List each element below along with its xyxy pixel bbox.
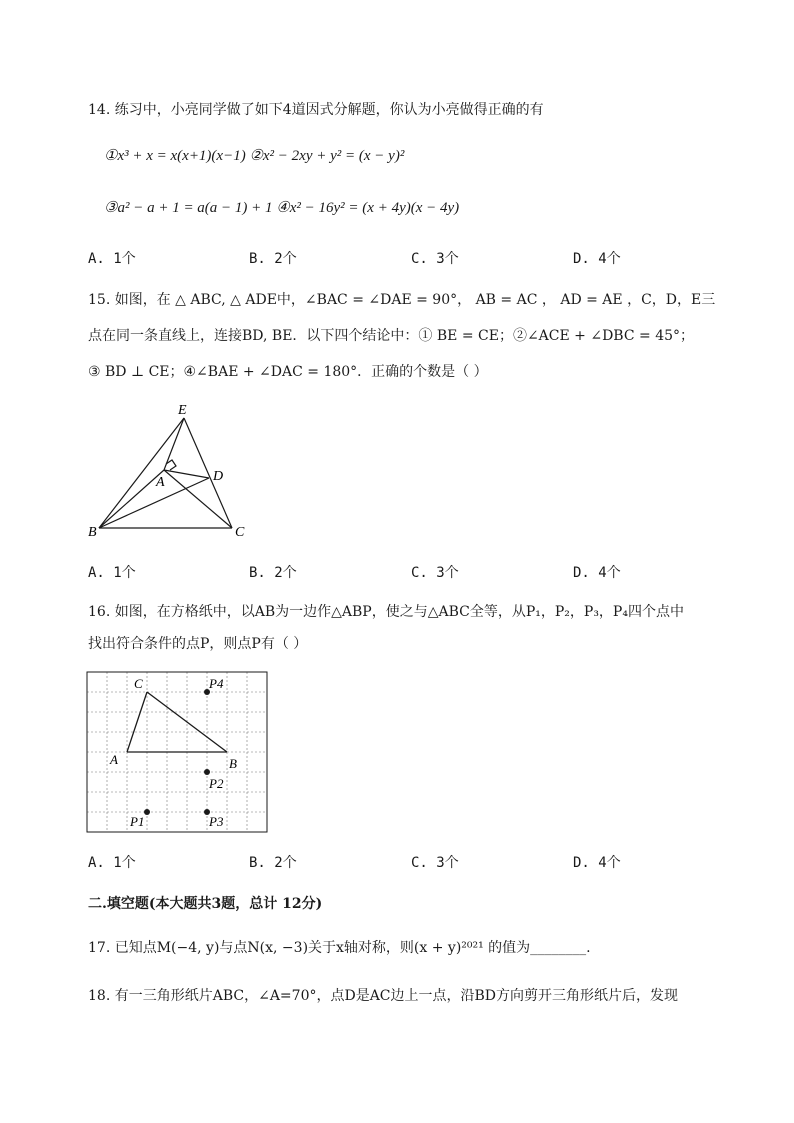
q15-stem-line-3: ③ BD ⊥ CE；④∠BAE + ∠DAC = 180°．正确的个数是（ ） xyxy=(88,364,488,380)
q16-option-a: A. 1个 xyxy=(88,855,136,871)
label-p1: P1 xyxy=(130,814,145,829)
q15-option-b: B. 2个 xyxy=(249,565,297,581)
label-a: A xyxy=(156,475,165,490)
q14-option-d: D. 4个 xyxy=(573,251,621,267)
label-d: D xyxy=(213,469,224,484)
q14-option-b: B. 2个 xyxy=(249,251,297,267)
label-a: A xyxy=(110,752,118,767)
label-c: C xyxy=(235,525,245,540)
label-c: C xyxy=(134,676,143,691)
label-e: E xyxy=(178,403,187,418)
q17-text: 17. 已知点M(−4, y)与点N(x, −3)关于x轴对称，则(x + y)²⁰²¹ 的值为________. xyxy=(88,940,591,956)
q16-option-c: C. 3个 xyxy=(411,855,459,871)
q15-option-d: D. 4个 xyxy=(573,565,621,581)
label-p4: P4 xyxy=(209,676,224,691)
label-b: B xyxy=(88,525,97,540)
q14-option-c: C. 3个 xyxy=(411,251,459,267)
q18-text: 18. 有一三角形纸片ABC，∠A=70°，点D是AC边上一点，沿BD方向剪开三角形纸片后，发现 xyxy=(88,988,679,1004)
section-title-fill-in: 二.填空题(本大题共3题，总计 12分) xyxy=(88,896,323,912)
label-p2: P2 xyxy=(209,776,224,791)
q15-option-a: A. 1个 xyxy=(88,565,136,581)
q14-formula-row-1: ①x³ + x = x(x+1)(x−1) ②x² − 2xy + y² = (x − y)² xyxy=(104,148,405,164)
q14-stem: 14. 练习中，小亮同学做了如下4道因式分解题，你认为小亮做得正确的有 xyxy=(88,102,544,118)
q15-stem-line-2: 点在同一条直线上，连接BD, BE．以下四个结论中：① BE = CE；②∠ACE + ∠DBC = 45°； xyxy=(88,328,695,344)
q15-stem-line-1: 15. 如图，在 △ ABC, △ ADE中，∠BAC = ∠DAE = 90°， AB = AC ， AD = AE ，C，D，E三 xyxy=(88,292,716,308)
q16-grid-figure xyxy=(84,668,274,836)
q14-option-a: A. 1个 xyxy=(88,251,136,267)
label-p3: P3 xyxy=(209,814,224,829)
label-b: B xyxy=(229,756,237,771)
q15-triangle-figure xyxy=(80,398,270,543)
q16-option-b: B. 2个 xyxy=(249,855,297,871)
q15-option-c: C. 3个 xyxy=(411,565,459,581)
q14-formula-row-2: ③a² − a + 1 = a(a − 1) + 1 ④x² − 16y² = (x + 4y)(x − 4y) xyxy=(104,200,460,216)
q16-option-d: D. 4个 xyxy=(573,855,621,871)
q16-stem-line-1: 16. 如图，在方格纸中，以AB为一边作△ABP，使之与△ABC全等，从P₁，P₂，P₃，P₄四个点中 xyxy=(88,604,684,620)
q16-stem-line-2: 找出符合条件的点P，则点P有（ ） xyxy=(88,636,308,652)
